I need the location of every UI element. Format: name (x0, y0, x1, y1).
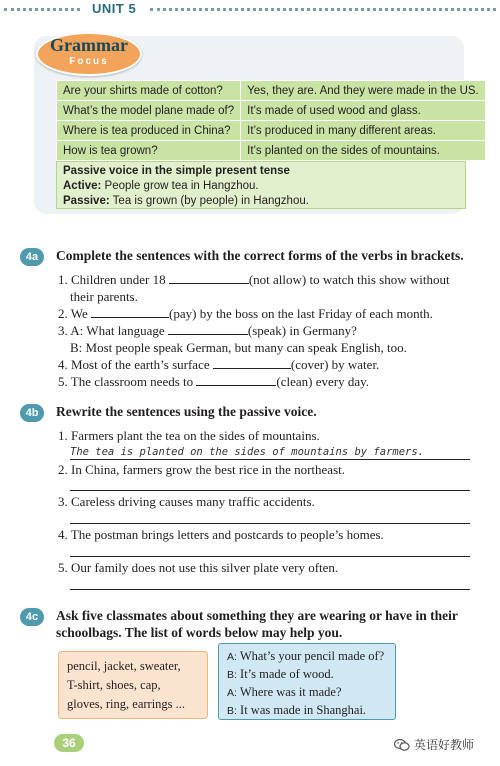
exercise-4c-badge: 4c (20, 608, 44, 626)
dialog-text: Where was it made? (239, 685, 342, 699)
dialog-text: It was made in Shanghai. (240, 703, 367, 717)
active-example: People grow tea in Hangzhou. (101, 180, 259, 192)
dialog-line (227, 648, 387, 666)
exercise-4a-sentence-3-b: B: Most people speak German, but many can speak English, too. (70, 340, 407, 355)
answer-line[interactable] (70, 459, 470, 460)
dialog-line (227, 666, 387, 684)
dialog-line (227, 684, 387, 702)
speaker-label: B: (227, 669, 237, 681)
answer-blank[interactable] (169, 272, 249, 284)
exercise-4c-instruction-line-1: Ask five classmates about something they are wearing or have in their (56, 608, 458, 623)
dialog-text: It’s made of wood. (240, 667, 334, 681)
passive-label: Passive: (63, 195, 110, 207)
word-list-line: pencil, jacket, sweater, (67, 659, 181, 673)
exercise-4a-sentence-4 (58, 357, 379, 373)
dialog-box (218, 643, 396, 720)
exercise-4a-sentence-2 (58, 306, 433, 322)
sentence-text: 1. Children under 18 (58, 272, 166, 287)
table-cell-answer: It’s produced in many different areas. (241, 121, 486, 141)
word-list-line: T-shirt, shoes, cap, (67, 678, 161, 692)
answer-line[interactable] (70, 589, 470, 590)
answer-line[interactable] (70, 523, 470, 524)
table-row (57, 101, 486, 121)
table-cell-question: Where is tea produced in China? (57, 121, 241, 141)
dialog-line (227, 702, 387, 720)
grammar-focus-badge (36, 32, 142, 76)
table-cell-question: Are your shirts made of cotton? (57, 81, 241, 101)
sentence-text: (clean) every day. (276, 374, 370, 389)
answer-blank[interactable] (168, 323, 248, 335)
exercise-4b-sentence-1: 1. Farmers plant the tea on the sides of mountains. (58, 428, 320, 443)
sentence-text: (not allow) to watch this show without (248, 272, 450, 287)
speaker-label: A: (227, 651, 237, 663)
table-cell-answer: It’s planted on the sides of mountains. (241, 141, 486, 161)
sentence-text: (pay) by the boss on the last Friday of each month. (169, 306, 433, 321)
badge-title: Grammar (50, 35, 128, 55)
badge-subtitle: Focus (69, 56, 109, 67)
exercise-4a-sentence-1 (58, 272, 450, 288)
exercise-4b-sentence-3: 3. Careless driving causes many traffic accidents. (58, 494, 315, 509)
dialog-text: What’s your pencil made of? (239, 649, 385, 663)
sentence-text: (cover) by water. (290, 357, 380, 372)
table-cell-answer: It’s made of used wood and glass. (241, 101, 486, 121)
header-dots-right (150, 8, 496, 11)
table-cell-answer: Yes, they are. And they were made in the US. (241, 81, 486, 101)
answer-line[interactable] (70, 556, 470, 557)
watermark (394, 736, 474, 755)
passive-example: Tea is grown (by people) in Hangzhou. (109, 195, 309, 207)
answer-line[interactable] (70, 490, 470, 491)
watermark-text: 英语好教师 (414, 738, 475, 752)
sentence-text: 5. The classroom needs to (58, 374, 194, 389)
speaker-label: A: (227, 687, 237, 699)
passive-title: Passive voice in the simple present tense (63, 165, 290, 177)
exercise-4b-instruction: Rewrite the sentences using the passive voice. (56, 404, 317, 419)
sentence-text: (speak) in Germany? (247, 323, 357, 338)
exercise-4b-sentence-2: 2. In China, farmers grow the best rice in the northeast. (58, 462, 345, 477)
exercise-4a-instruction: Complete the sentences with the correct forms of the verbs in brackets. (56, 248, 464, 263)
word-list-line: gloves, ring, earrings ... (67, 697, 186, 711)
wechat-icon (394, 738, 410, 755)
speaker-label: B: (227, 705, 237, 717)
answer-blank[interactable] (196, 374, 276, 386)
table-row (57, 81, 486, 101)
exercise-4b-sentence-5: 5. Our family does not use this silver plate very often. (58, 560, 339, 575)
sentence-text: 4. Most of the earth’s surface (58, 357, 210, 372)
exercise-4c-instruction-line-2: schoolbags. The list of words below may help you. (56, 625, 343, 640)
exercise-4a-badge: 4a (20, 248, 44, 266)
exercise-4a-sentence-3 (58, 323, 357, 339)
grammar-table (56, 80, 486, 161)
exercise-4a-sentence-1-cont: their parents. (70, 289, 138, 304)
passive-voice-box (56, 161, 466, 209)
active-label: Active: (63, 180, 102, 192)
example-answer: The tea is planted on the sides of mountains by farmers. (70, 446, 425, 458)
table-row (57, 121, 486, 141)
page-number: 36 (54, 734, 84, 752)
word-list-box (58, 651, 208, 719)
exercise-4b-sentence-4: 4. The postman brings letters and postcards to people’s homes. (58, 527, 384, 542)
sentence-text: 3. A: What language (58, 323, 165, 338)
table-cell-question: How is tea grown? (57, 141, 241, 161)
exercise-4a-sentence-5 (58, 374, 369, 390)
unit-header (0, 0, 500, 22)
answer-blank[interactable] (213, 357, 291, 369)
unit-label: UNIT 5 (92, 1, 137, 16)
table-cell-question: What’s the model plane made of? (57, 101, 241, 121)
answer-blank[interactable] (91, 306, 169, 318)
exercise-4b-badge: 4b (20, 404, 44, 422)
table-row (57, 141, 486, 161)
sentence-text: 2. We (58, 306, 88, 321)
header-dots-left (4, 8, 80, 11)
